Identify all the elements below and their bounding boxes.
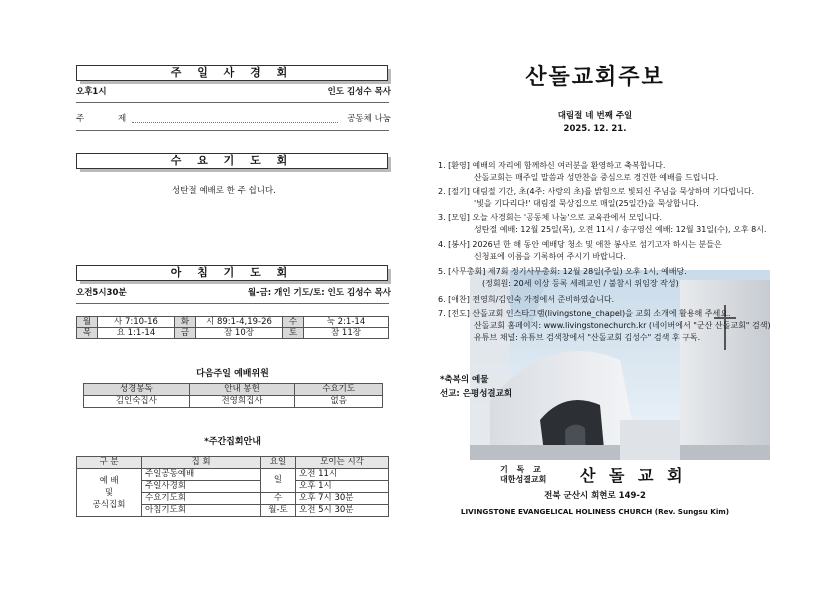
divider — [76, 130, 389, 131]
meeting-time: 오후 1시 — [296, 481, 389, 493]
theme-label-2: 제 — [118, 114, 127, 124]
announcement-item — [438, 266, 687, 290]
schedule-header: 요일 — [261, 457, 296, 469]
schedule-category — [77, 469, 142, 517]
schedule-header: 구 분 — [77, 457, 142, 469]
table-row — [77, 317, 389, 328]
announcement-line: (정회원: 20세 이상 등록 세례교인 / 불참시 위임장 작성) — [482, 279, 679, 288]
announcement-item — [438, 294, 614, 306]
table-row — [84, 396, 383, 408]
reading-text: 요 1:1-14 — [98, 328, 175, 339]
announcement-item — [438, 239, 722, 263]
reading-day: 금 — [175, 328, 196, 339]
wednesday-prayer-title: 수 요 기 도 회 — [76, 153, 388, 169]
schedule-header: 모이는 시각 — [296, 457, 389, 469]
theme-label: 주 — [76, 114, 85, 124]
reading-text: 시 89:1-4,19-26 — [196, 317, 283, 328]
announcement-item — [438, 308, 771, 344]
mission-offering: 선교: 은평성결교회 — [440, 389, 513, 399]
morning-prayer-detail: 월-금: 개인 기도/토: 인도 김성수 목사 — [247, 288, 391, 298]
announcement-line: 성탄절 예배: 12월 25일(목), 오전 11시 / 송구영신 예배: 12월 31일(수), 오후 8시. — [474, 225, 767, 234]
wednesday-prayer-note: 성탄절 예배로 한 주 쉽니다. — [172, 186, 276, 196]
table-row — [77, 328, 389, 339]
bulletin-title: 산돌교회주보 — [525, 65, 665, 90]
blessing-title: *축복의 예물 — [440, 375, 489, 385]
announcement-line: 5. [사무총회] 제7회 정기사무총회: 12월 28일(주일) 오후 1시, 예배당. — [438, 267, 687, 276]
denomination-bottom: 대한성결교회 — [500, 475, 547, 484]
bulletin-date: 2025. 12. 21. — [563, 124, 627, 134]
meeting-time: 오후 7시 30분 — [296, 493, 389, 505]
announcement-line: 산돌교회 홈페이지: www.livingstonechurch.kr (네이버에서 "군산 산돌교회" 검색) — [474, 321, 771, 330]
announcement-line: 6. [애찬] 전영희/김인숙 가정에서 준비하였습니다. — [438, 295, 615, 304]
duty-value: 없음 — [295, 396, 383, 408]
reading-text: 사 7:10-16 — [98, 317, 175, 328]
morning-prayer-title: 아 침 기 도 회 — [76, 265, 388, 281]
reading-day: 월 — [77, 317, 98, 328]
theme-leader-dots — [132, 122, 338, 123]
table-row — [77, 457, 389, 469]
announcement-line: 2. [절기] 대림절 기간, 초(4주: 사랑의 초)를 밝힘으로 빛되신 주님을 묵상하며 기다립니다. — [438, 187, 754, 196]
reading-text: 눅 2:1-14 — [304, 317, 389, 328]
sunday-evening-title: 주 일 사 경 회 — [76, 65, 388, 81]
meeting-name: 아침기도회 — [142, 505, 261, 517]
duty-value: 전영희집사 — [189, 396, 295, 408]
morning-prayer-time: 오전5시30분 — [76, 288, 127, 298]
daily-readings-table — [76, 316, 389, 339]
reading-text: 잠 10장 — [196, 328, 283, 339]
duty-header: 성경봉독 — [84, 384, 190, 396]
reading-day: 목 — [77, 328, 98, 339]
announcement-line: 산돌교회는 매주일 말씀과 성만찬을 중심으로 경건한 예배를 드립니다. — [474, 173, 719, 182]
announcement-line: 1. [환영] 예배의 자리에 함께하신 여러분을 환영하고 축복합니다. — [438, 161, 666, 170]
meeting-name: 수요기도회 — [142, 493, 261, 505]
table-row — [77, 469, 389, 481]
schedule-header: 집 회 — [142, 457, 261, 469]
church-address: 전북 군산시 회현로 149-2 — [544, 491, 646, 501]
reading-day: 화 — [175, 317, 196, 328]
schedule-title: *주간집회안내 — [204, 437, 261, 447]
meeting-time: 오전 11시 — [296, 469, 389, 481]
announcement-line: 4. [봉사] 2026년 한 해 동안 예배당 청소 및 애찬 봉사로 섬기고자 하시는 분들은 — [438, 240, 722, 249]
meeting-time: 오전 5시 30분 — [296, 505, 389, 517]
announcement-item — [438, 212, 766, 236]
meeting-day: 일 — [261, 469, 296, 493]
announcement-line: 7. [전도] 산돌교회 인스타그램(livingstone_chapel)을 교회 소개에 활용해 주세요. — [438, 309, 731, 318]
meeting-day: 월-토 — [261, 505, 296, 517]
announcement-line: 신청표에 이름을 기록하여 주시기 바랍니다. — [474, 252, 626, 261]
reading-day: 수 — [283, 317, 304, 328]
category-line: 및 — [104, 487, 114, 498]
announcement-line: 3. [모임] 오늘 사경회는 '공동체 나눔'으로 교육관에서 모입니다. — [438, 213, 663, 222]
category-line: 예 배 — [99, 475, 119, 486]
duty-header: 안내 봉헌 — [189, 384, 295, 396]
category-line: 공식집회 — [92, 499, 126, 510]
announcement-item — [438, 186, 754, 210]
meeting-name: 주일공동예배 — [142, 469, 261, 481]
meeting-day: 수 — [261, 493, 296, 505]
church-english-name: LIVINGSTONE EVANGELICAL HOLINESS CHURCH (Rev. Sungsu Kim) — [460, 507, 730, 516]
duty-value: 김인숙집사 — [84, 396, 190, 408]
bulletin-subtitle: 대림절 네 번째 주일 — [557, 111, 633, 121]
divider — [76, 102, 389, 103]
divider — [76, 303, 389, 304]
reading-day: 토 — [283, 328, 304, 339]
next-week-title: 다음주일 예배위원 — [196, 369, 269, 379]
next-week-table — [83, 383, 383, 408]
sunday-evening-time: 오후1시 — [76, 87, 107, 97]
meeting-name: 주일사경회 — [142, 481, 261, 493]
announcement-item — [438, 160, 718, 184]
announcement-line: '빛을 기다리다!' 대림절 묵상집으로 매일(25일간)을 묵상합니다. — [474, 199, 699, 208]
reading-text: 잠 11장 — [304, 328, 389, 339]
schedule-table — [76, 456, 389, 517]
church-name: 산 돌 교 회 — [580, 466, 687, 485]
duty-header: 수요기도 — [295, 384, 383, 396]
announcement-line: 유튜브 채널: 유튜브 검색창에서 "산돌교회 김성수" 검색 후 구독. — [474, 333, 701, 342]
theme-value: 공동체 나눔 — [347, 114, 391, 124]
denomination-top: 기 독 교 — [500, 465, 544, 474]
table-row — [84, 384, 383, 396]
sunday-evening-leader: 인도 김성수 목사 — [327, 87, 391, 97]
